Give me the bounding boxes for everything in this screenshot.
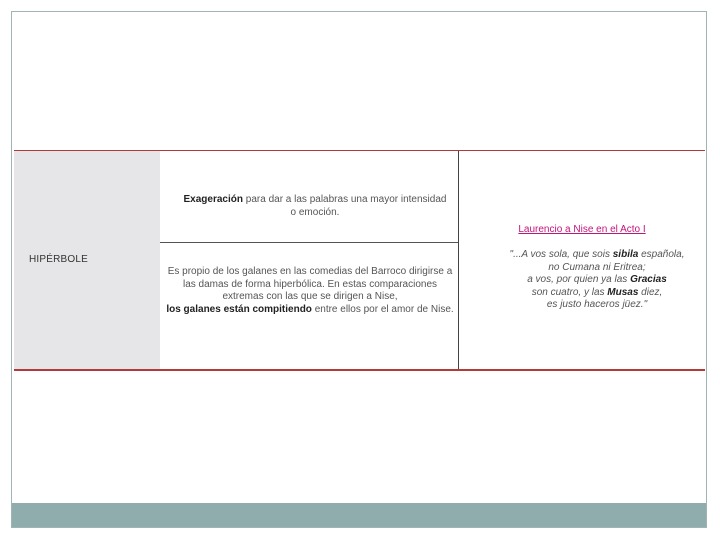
quote-text bbox=[489, 249, 705, 312]
quote-l4-a: son cuatro, y las bbox=[531, 286, 608, 298]
quote-line-5: es justo haceros jüez." bbox=[546, 299, 648, 310]
quote-l1-a: "...A vos sola, que sois bbox=[509, 249, 613, 260]
definition-keyword: Exageración bbox=[183, 194, 243, 205]
definition-column bbox=[160, 151, 458, 369]
quote-line-2: no Cumana ni Eritrea; bbox=[548, 261, 646, 273]
quote-l1-c: española, bbox=[638, 249, 685, 260]
figure-table bbox=[14, 150, 705, 371]
quote-line-1 bbox=[510, 249, 685, 260]
usage-keyword: los galanes están compitiendo bbox=[166, 303, 312, 315]
usage-lead: Es propio de los galanes en las comedias del Barroco dirigirse a las damas de forma hiperbólica. En estas comparaciones extremas con las que se dirigen a Nise, bbox=[167, 266, 453, 302]
definition-text bbox=[180, 193, 450, 219]
quote-line-3 bbox=[527, 274, 667, 285]
quote-l1-bold: sibila bbox=[612, 249, 639, 260]
definition-cell bbox=[160, 151, 458, 243]
quote-column bbox=[459, 151, 705, 369]
quote-title: Laurencio a Nise en el Acto I bbox=[518, 224, 646, 235]
usage-text bbox=[166, 266, 454, 316]
term-label: HIPÉRBOLE bbox=[29, 254, 89, 265]
quote-l4-c: diez, bbox=[638, 286, 663, 298]
quote-line-4 bbox=[532, 287, 663, 298]
definition-rest: para dar a las palabras una mayor intensidad o emoción. bbox=[243, 194, 447, 218]
quote-l3-a: a vos, por quien ya las bbox=[527, 274, 631, 285]
quote-l4-bold: Musas bbox=[607, 286, 639, 298]
usage-tail: entre ellos por el amor de Nise. bbox=[311, 303, 454, 315]
quote-l3-bold: Gracias bbox=[630, 274, 667, 285]
term-cell bbox=[14, 151, 160, 369]
footer-bar bbox=[12, 503, 706, 527]
